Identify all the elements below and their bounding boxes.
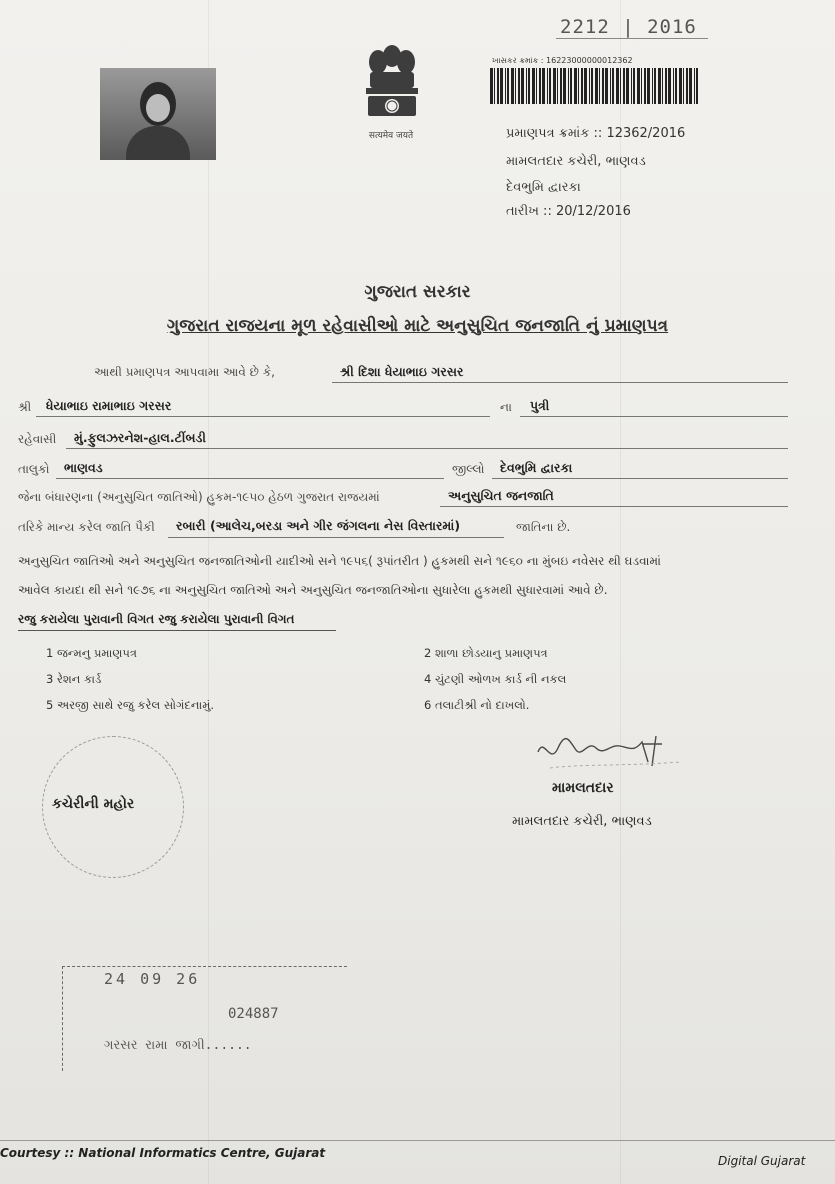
category-value: અનુસુચિત જનજાતિ	[448, 488, 554, 503]
evidence-heading: રજુ કરાયેલા પુરાવાની વિગત રજુ કરાયેલા પુરાવાની વિગત	[18, 612, 295, 626]
barcode-bar	[668, 68, 671, 104]
barcode-bar	[589, 68, 590, 104]
evidence-underline	[18, 630, 336, 631]
field-underline	[440, 506, 788, 507]
caste-value: રબારી (આલેચ,બરડા અને ગીર જંગલના નેસ વિસ્તારમાં)	[176, 518, 461, 533]
barcode-bar	[644, 68, 646, 104]
na-label: ના	[500, 400, 512, 414]
barcode-bar	[652, 68, 653, 104]
legal-paragraph-line2: આવેલ કાયદા થી સને ૧૯૭૬ ના અનુસુચિત જાતિઓ અને અનુસુચિત જનજાતિઓના સુધારેલા હુકમથી સુધારવામાં આવે છે.	[18, 583, 608, 597]
barcode-bar	[658, 68, 661, 104]
barcode-bar	[641, 68, 642, 104]
certificate-number: પ્રમાણપત્ર ક્રમાંક :: 12362/2016	[506, 126, 686, 141]
barcode-bar	[694, 68, 695, 104]
barcode-label: ખાસકર ક્રમાંક : 16223000000012362	[492, 56, 633, 65]
courtesy-text: Courtesy :: National Informatics Centre, Gujarat	[0, 1146, 326, 1160]
constitution-label: જેના બંધારણના (અનુસુચિત જાતિઓ) હુકમ-૧૯૫૦ હેઠળ ગુજરાત રાજયમાં	[18, 490, 380, 504]
barcode-bar	[602, 68, 604, 104]
barcode-bar	[563, 68, 566, 104]
barcode-bar	[536, 68, 537, 104]
barcode-bar	[581, 68, 583, 104]
barcode-bar	[631, 68, 632, 104]
stamp-line2: 024887	[228, 1006, 279, 1022]
barcode-bar	[574, 68, 577, 104]
barcode-bar	[637, 68, 640, 104]
caste-suffix: જાતિના છે.	[516, 520, 571, 534]
evidence-item: 2 શાળા છોડયાનુ પ્રમાણપત્ર	[424, 646, 548, 660]
legal-paragraph-line1: અનુસુચિત જાતિઓ અને અનુસુચિત જનજાતિઓની યાદીઓ સને ૧૯૫૬( રૂપાંતરીત ) હુકમથી સને ૧૯૬૦ ના મુંબઇ નવેસર થી ઘડવામાં	[18, 554, 661, 568]
evidence-item: 5 અરજી સાથે રજુ કરેલ સોગંદનામું.	[46, 698, 215, 712]
barcode-bar	[568, 68, 569, 104]
barcode-bar	[686, 68, 688, 104]
barcode-bar	[595, 68, 598, 104]
barcode-bar	[547, 68, 548, 104]
evidence-item: 1 જન્મનુ પ્રમાણપત્ર	[46, 646, 137, 660]
national-emblem-icon	[356, 38, 428, 138]
barcode-bar	[532, 68, 535, 104]
stamp-line3: ગરસર રામા જાગી......	[104, 1038, 252, 1053]
field-underline	[168, 537, 504, 538]
district-label: જીલ્લો	[452, 462, 485, 476]
officer-signature	[530, 722, 690, 782]
evidence-item: 6 તલાટીશ્રી નો દાખલો.	[424, 698, 530, 712]
barcode-bar	[505, 68, 506, 104]
digital-gujarat-label: Digital Gujarat	[718, 1154, 806, 1168]
government-title: ગુજરાત સરકાર	[364, 282, 471, 302]
barcode-bar	[557, 68, 558, 104]
barcode-bar	[521, 68, 524, 104]
footer-divider	[0, 1140, 835, 1141]
barcode-bar	[542, 68, 545, 104]
barcode-bar	[612, 68, 614, 104]
barcode-bar	[675, 68, 677, 104]
holder-name: શ્રી દિશા ધેયાભાઇ ગરસર	[340, 364, 464, 379]
barcode-bar	[511, 68, 514, 104]
field-underline	[66, 448, 788, 449]
barcode-bar	[578, 68, 579, 104]
field-underline	[56, 478, 444, 479]
father-name: ધેયાભાઇ રામાભાઇ ગરસર	[46, 398, 172, 413]
stamp-line1: 24 09 26	[104, 970, 201, 988]
barcode-bar	[494, 68, 495, 104]
district-value: દેવભુમિ દ્વારકા	[500, 460, 573, 475]
barcode-bar	[620, 68, 621, 104]
barcode-bar	[647, 68, 650, 104]
barcode-bar	[673, 68, 674, 104]
issue-date: તારીખ :: 20/12/2016	[506, 204, 631, 219]
barcode-bar	[570, 68, 572, 104]
barcode-bar	[623, 68, 625, 104]
barcode-bar	[679, 68, 682, 104]
father-prefix: શ્રી	[18, 400, 32, 414]
emblem-motto: सत्यमेव जयते	[368, 131, 414, 141]
barcode-bar	[553, 68, 556, 104]
barcode-bar	[591, 68, 593, 104]
handwritten-underline	[556, 38, 708, 39]
barcode-bar	[526, 68, 527, 104]
barcode-bar	[528, 68, 530, 104]
barcode-bar	[560, 68, 562, 104]
barcode-bar	[497, 68, 499, 104]
barcode-bar	[518, 68, 520, 104]
barcode-bar	[599, 68, 600, 104]
signatory-title: મામલતદાર	[552, 780, 614, 796]
barcode-bar	[549, 68, 551, 104]
barcode-bar	[633, 68, 635, 104]
office-seal-label: કચેરીની મહોર	[52, 796, 135, 812]
barcode-bar	[665, 68, 667, 104]
applicant-photo	[100, 68, 216, 160]
evidence-item: 3 રેશન કાર્ડ	[46, 672, 102, 686]
barcode-bar	[616, 68, 619, 104]
barcode-bar	[539, 68, 541, 104]
recognized-label: તરિકે માન્ય કરેલ જાતિ પૈકી	[18, 520, 155, 534]
issuing-district: દેવભુમિ દ્વારકા	[506, 180, 581, 195]
barcode-bar	[626, 68, 629, 104]
evidence-item: 4 ચુંટણી ઓળખ કાર્ડ ની નકલ	[424, 672, 567, 686]
barcode-bar	[507, 68, 509, 104]
field-underline	[492, 478, 788, 479]
taluka-value: ભાણવડ	[64, 460, 103, 475]
barcode-bar	[689, 68, 692, 104]
barcode-bar	[605, 68, 608, 104]
barcode-bar	[490, 68, 493, 104]
barcode-bar	[610, 68, 611, 104]
intro-label: આથી પ્રમાણપત્ર આપવામા આવે છે કે,	[94, 365, 275, 379]
field-underline	[520, 416, 788, 417]
certificate-title: ગુજરાત રાજયના મૂળ રહેવાસીઓ માટે અનુસુચિત જનજાતિ નું પ્રમાણપત્ર	[166, 316, 669, 336]
barcode-bar	[515, 68, 516, 104]
barcode-bar	[584, 68, 587, 104]
handwritten-number: 2212 | 2016	[560, 16, 697, 38]
issuing-office: મામલતદાર કચેરી, ભાણવડ	[506, 154, 646, 169]
taluka-label: તાલુકો	[18, 462, 50, 476]
barcode-bar	[654, 68, 656, 104]
barcode-bar	[662, 68, 663, 104]
resident-place: મું.ફુલઝરનેશ-હાલ.ટીંબડી	[74, 430, 206, 445]
barcode-bar	[683, 68, 684, 104]
paper-fold	[620, 0, 621, 1184]
field-underline	[36, 416, 490, 417]
resident-label: રહેવાસી	[18, 432, 57, 446]
barcode	[488, 68, 702, 104]
relation: પુત્રી	[530, 398, 550, 413]
field-underline	[332, 382, 788, 383]
barcode-bar	[500, 68, 503, 104]
barcode-bar	[696, 68, 698, 104]
signatory-office: મામલતદાર કચેરી, ભાણવડ	[512, 814, 652, 829]
